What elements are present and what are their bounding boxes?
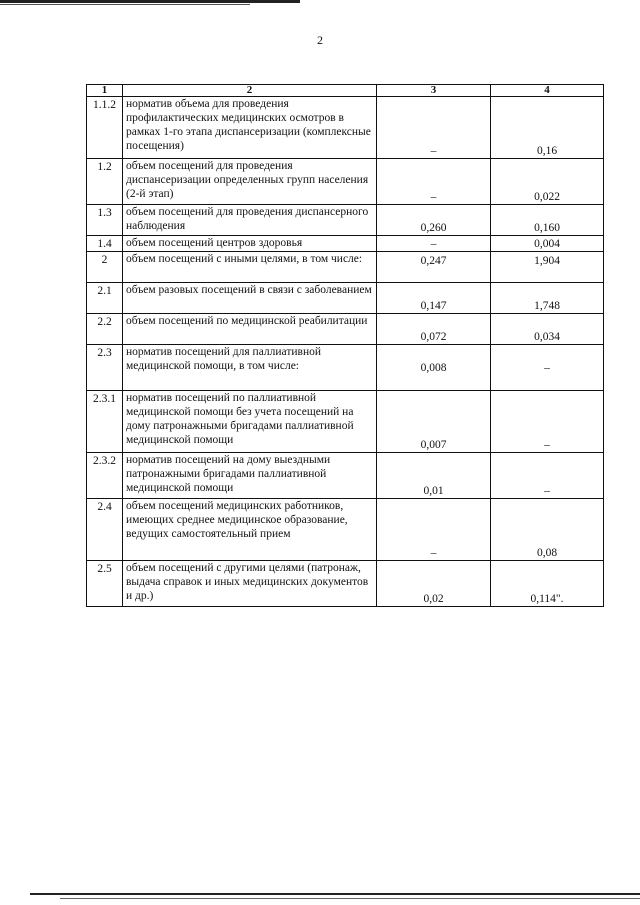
row-value-col3: – [377,499,491,561]
scan-edge-top-thin [0,4,250,5]
row-number: 2.1 [87,283,123,314]
row-value-col3: 0,072 [377,314,491,345]
row-description: объем посещений центров здоровья [123,236,377,252]
row-value-col4: 1,748 [491,283,604,314]
table-row [87,97,604,159]
scan-edge-bottom-thin [60,898,640,899]
header-col-3: 3 [377,85,491,97]
row-value-col3: 0,02 [377,561,491,607]
row-value-col3: 0,007 [377,391,491,453]
row-number: 1.4 [87,236,123,252]
row-value-col4: 0,004 [491,236,604,252]
table-row [87,345,604,391]
table-row [87,205,604,236]
row-description: норматив объема для проведения профилактических медицинских осмотров в рамках 1-го этапа диспансеризации (комплексные посещения) [123,97,377,159]
table-row [87,283,604,314]
row-value-col3: 0,01 [377,453,491,499]
row-value-col4: 1,904 [491,252,604,283]
row-value-col3: 0,008 [377,345,491,391]
table-row [87,391,604,453]
norms-table [86,84,604,607]
row-description: объем посещений для проведения диспансерного наблюдения [123,205,377,236]
row-value-col4: 0,16 [491,97,604,159]
row-description: объем посещений медицинских работников, имеющих среднее медицинское образование, ведущих самостоятельный прием [123,499,377,561]
row-value-col3: – [377,97,491,159]
row-number: 2.2 [87,314,123,345]
row-value-col4: 0,114". [491,561,604,607]
table-row [87,453,604,499]
table-row [87,236,604,252]
header-col-4: 4 [491,85,604,97]
header-row [87,85,604,97]
row-number: 2.3.1 [87,391,123,453]
row-description: норматив посещений по паллиативной медицинской помощи без учета посещений на дому патронажными бригадами паллиативной медицинской помощи [123,391,377,453]
row-value-col4: – [491,345,604,391]
row-description: объем посещений с иными целями, в том числе: [123,252,377,283]
row-description: объем посещений с другими целями (патронаж, выдача справок и иных медицинских документов и др.) [123,561,377,607]
row-description: норматив посещений на дому выездными патронажными бригадами паллиативной медицинской помощи [123,453,377,499]
row-value-col4: 0,022 [491,159,604,205]
row-value-col4: 0,034 [491,314,604,345]
row-number: 2.5 [87,561,123,607]
row-value-col4: – [491,391,604,453]
scan-edge-top [0,0,300,3]
row-value-col3: – [377,159,491,205]
row-value-col3: 0,147 [377,283,491,314]
row-number: 2.3 [87,345,123,391]
row-value-col3: 0,260 [377,205,491,236]
row-description: норматив посещений для паллиативной медицинской помощи, в том числе: [123,345,377,391]
row-number: 1.1.2 [87,97,123,159]
header-col-1: 1 [87,85,123,97]
page-number: 2 [317,33,323,47]
table-row [87,561,604,607]
row-number: 1.2 [87,159,123,205]
header-col-2: 2 [123,85,377,97]
table-row [87,159,604,205]
row-value-col4: – [491,453,604,499]
row-value-col3: 0,247 [377,252,491,283]
table-row [87,314,604,345]
row-description: объем посещений для проведения диспансеризации определенных групп населения (2-й этап) [123,159,377,205]
table-row [87,252,604,283]
table-row [87,499,604,561]
row-number: 2 [87,252,123,283]
row-number: 2.3.2 [87,453,123,499]
row-value-col4: 0,08 [491,499,604,561]
row-description: объем посещений по медицинской реабилитации [123,314,377,345]
row-number: 2.4 [87,499,123,561]
row-value-col3: – [377,236,491,252]
scan-edge-bottom [30,893,640,895]
row-value-col4: 0,160 [491,205,604,236]
row-number: 1.3 [87,205,123,236]
row-description: объем разовых посещений в связи с заболеванием [123,283,377,314]
